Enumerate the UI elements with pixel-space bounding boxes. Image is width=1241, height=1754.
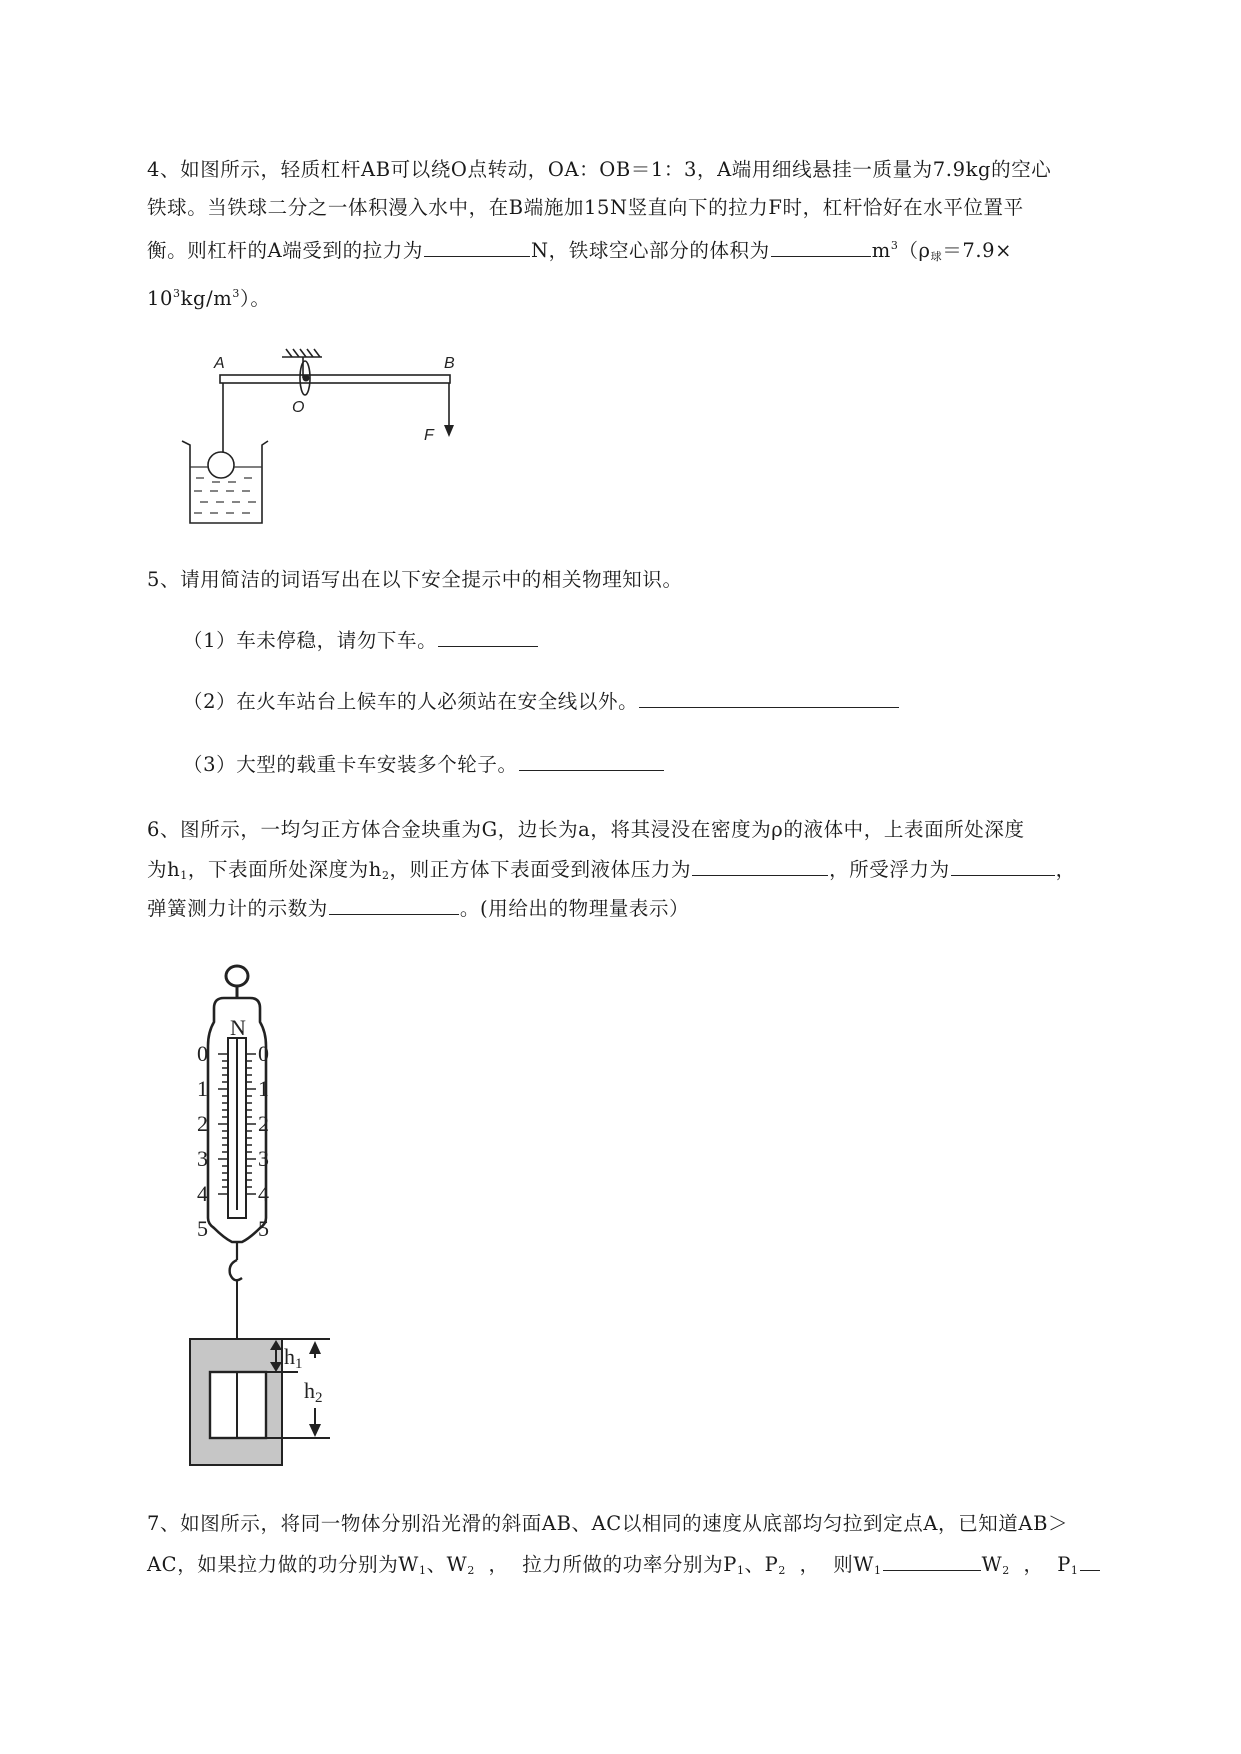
q4-line-3: 衡。则杠杆的A端受到的拉力为 N，铁球空心部分的体积为 $m^3(\rho_球=7.9\times$ — [147, 239, 1013, 263]
label-b: B — [444, 355, 455, 372]
scale-right-2: 2 — [258, 1111, 269, 1136]
q6-line-3: 弹簧测力计的示数为 。(用给出的物理量表示） — [147, 897, 690, 920]
answer-blank-scale-reading[interactable] — [329, 896, 459, 915]
scale-left-0: 0 — [197, 1041, 208, 1066]
scale-right-0: 0 — [258, 1041, 269, 1066]
label-f: F — [424, 427, 434, 444]
scale-left-4: 4 — [197, 1181, 208, 1206]
q4-line-2: 铁球。当铁球二分之一体积漫入水中，在B端施加15N竖直向下的拉力F时，杠杆恰好在水平位置平 — [147, 196, 1024, 219]
label-h2: h2 — [304, 1378, 323, 1406]
label-a: A — [214, 355, 225, 372]
q6-line-1: 6、图所示，一均匀正方体合金块重为G，边长为a，将其浸没在密度为ρ的液体中，上表面所处深度 — [147, 818, 1025, 841]
answer-blank-buoyancy[interactable] — [951, 857, 1055, 876]
q5-item-2: （2）在火车站台上候车的人必须站在安全线以外。 — [183, 689, 900, 714]
q5-item-1: （1）车未停稳，请勿下车。 — [183, 628, 539, 653]
scale-right-1: 1 — [258, 1076, 269, 1101]
q7-line-1: 7、如图所示，将同一物体分别沿光滑的斜面AB、AC以相同的速度从底部均匀拉到定点A，已知道AB＞ — [147, 1512, 1069, 1535]
answer-blank-power-compare[interactable] — [1080, 1552, 1100, 1571]
answer-blank-q5-2[interactable] — [639, 689, 899, 708]
answer-blank-work-compare[interactable] — [883, 1552, 981, 1571]
q6-line-2: 为$h_1$，下表面所处深度为$h_2$，则正方体下表面受到液体压力为 ，所受浮力为 ， — [147, 858, 1076, 882]
scale-right-5: 5 — [258, 1216, 269, 1241]
lever-figure — [170, 345, 470, 530]
scale-unit: N — [230, 1015, 246, 1040]
scale-left-1: 1 — [197, 1076, 208, 1101]
label-o: O — [292, 399, 305, 416]
q4-line-4: $10^3kg/m^3$）。 — [147, 287, 271, 310]
q4-line-1: 4、如图所示，轻质杠杆AB可以绕O点转动，OA：OB＝1：3，A端用细线悬挂一质量为7.9kg的空心 — [147, 158, 1052, 181]
answer-blank-a-end-force[interactable] — [424, 238, 530, 257]
label-h1: h1 — [284, 1344, 303, 1372]
scale-right-3: 3 — [258, 1146, 269, 1171]
answer-blank-q5-3[interactable] — [519, 752, 664, 771]
answer-blank-bottom-force[interactable] — [692, 857, 828, 876]
q7-line-2: AC，如果拉力做的功分别为$W_1$、$W_2$ ， 拉力所做的功率分别为$P_1$、$P_2$ ， 则$W_1$ $W_2$ ， $P_1$ — [147, 1552, 1101, 1583]
scale-left-3: 3 — [197, 1146, 208, 1171]
answer-blank-q5-1[interactable] — [438, 628, 538, 647]
scale-right-4: 4 — [258, 1181, 269, 1206]
q5-item-3: （3）大型的载重卡车安装多个轮子。 — [183, 752, 665, 777]
scale-left-5: 5 — [197, 1216, 208, 1241]
spring-scale-figure — [180, 962, 380, 1477]
scale-left-2: 2 — [197, 1111, 208, 1136]
q5-stem: 5、请用简洁的词语写出在以下安全提示中的相关物理知识。 — [147, 568, 683, 591]
answer-blank-hollow-volume[interactable] — [771, 238, 871, 257]
